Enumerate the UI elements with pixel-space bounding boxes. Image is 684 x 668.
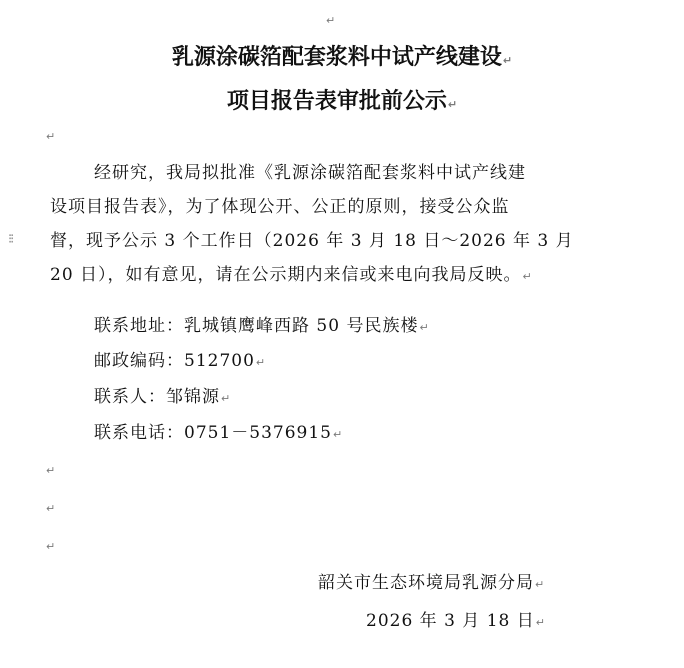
contact-person: 联系人：邹锦源↵ [94, 387, 232, 407]
paragraph-mark-icon: ↵ [535, 616, 546, 629]
paragraph-mark-icon: ↵ [447, 98, 458, 111]
paragraph-mark-icon: ↵ [46, 464, 56, 477]
signature-date: 2026 年 3 月 18 日↵ [366, 611, 546, 631]
paragraph-mark-icon: ↵ [535, 578, 546, 591]
paragraph-mark-icon: ↵ [255, 356, 267, 369]
paragraph-mark-icon: ↵ [46, 502, 56, 515]
body-line-2: 设项目报告表》，为了体现公开、公正的原则，接受公众监 [50, 197, 510, 217]
paragraph-mark-icon: ↵ [419, 321, 430, 334]
body-line-4: 20 日），如有意见，请在公示期内来信或来电向我局反映。↵ [50, 265, 533, 285]
paragraph-mark-icon: ↵ [522, 270, 533, 283]
signature-organization: 韶关市生态环境局乳源分局↵ [318, 573, 546, 593]
paragraph-mark-icon: ↵ [46, 540, 56, 553]
body-paragraph [50, 156, 620, 294]
contact-address: 联系地址：乳城镇鹰峰西路 50 号民族楼↵ [94, 316, 430, 336]
contact-postcode: 邮政编码：512700↵ [94, 351, 267, 371]
paragraph-mark-icon: ↵ [46, 130, 56, 143]
paragraph-mark-icon: ↵ [332, 428, 344, 441]
body-line-1: 经研究，我局拟批准《乳源涂碳箔配套浆料中试产线建 [94, 163, 526, 183]
contact-phone: 联系电话：0751－5376915↵ [94, 423, 344, 443]
document-title-line-1: 乳源涂碳箔配套浆料中试产线建设↵ [171, 45, 513, 70]
body-line-3: 督，现予公示 3 个工作日（2026 年 3 月 18 日～2026 年 3 月 [50, 231, 574, 251]
drag-handle-icon[interactable]: ⁝⁝ [8, 232, 13, 247]
document-title-line-2: 项目报告表审批前公示↵ [226, 89, 458, 114]
paragraph-mark-icon: ↵ [221, 392, 232, 405]
paragraph-mark-icon: ↵ [326, 14, 336, 27]
paragraph-mark-icon: ↵ [502, 54, 513, 67]
